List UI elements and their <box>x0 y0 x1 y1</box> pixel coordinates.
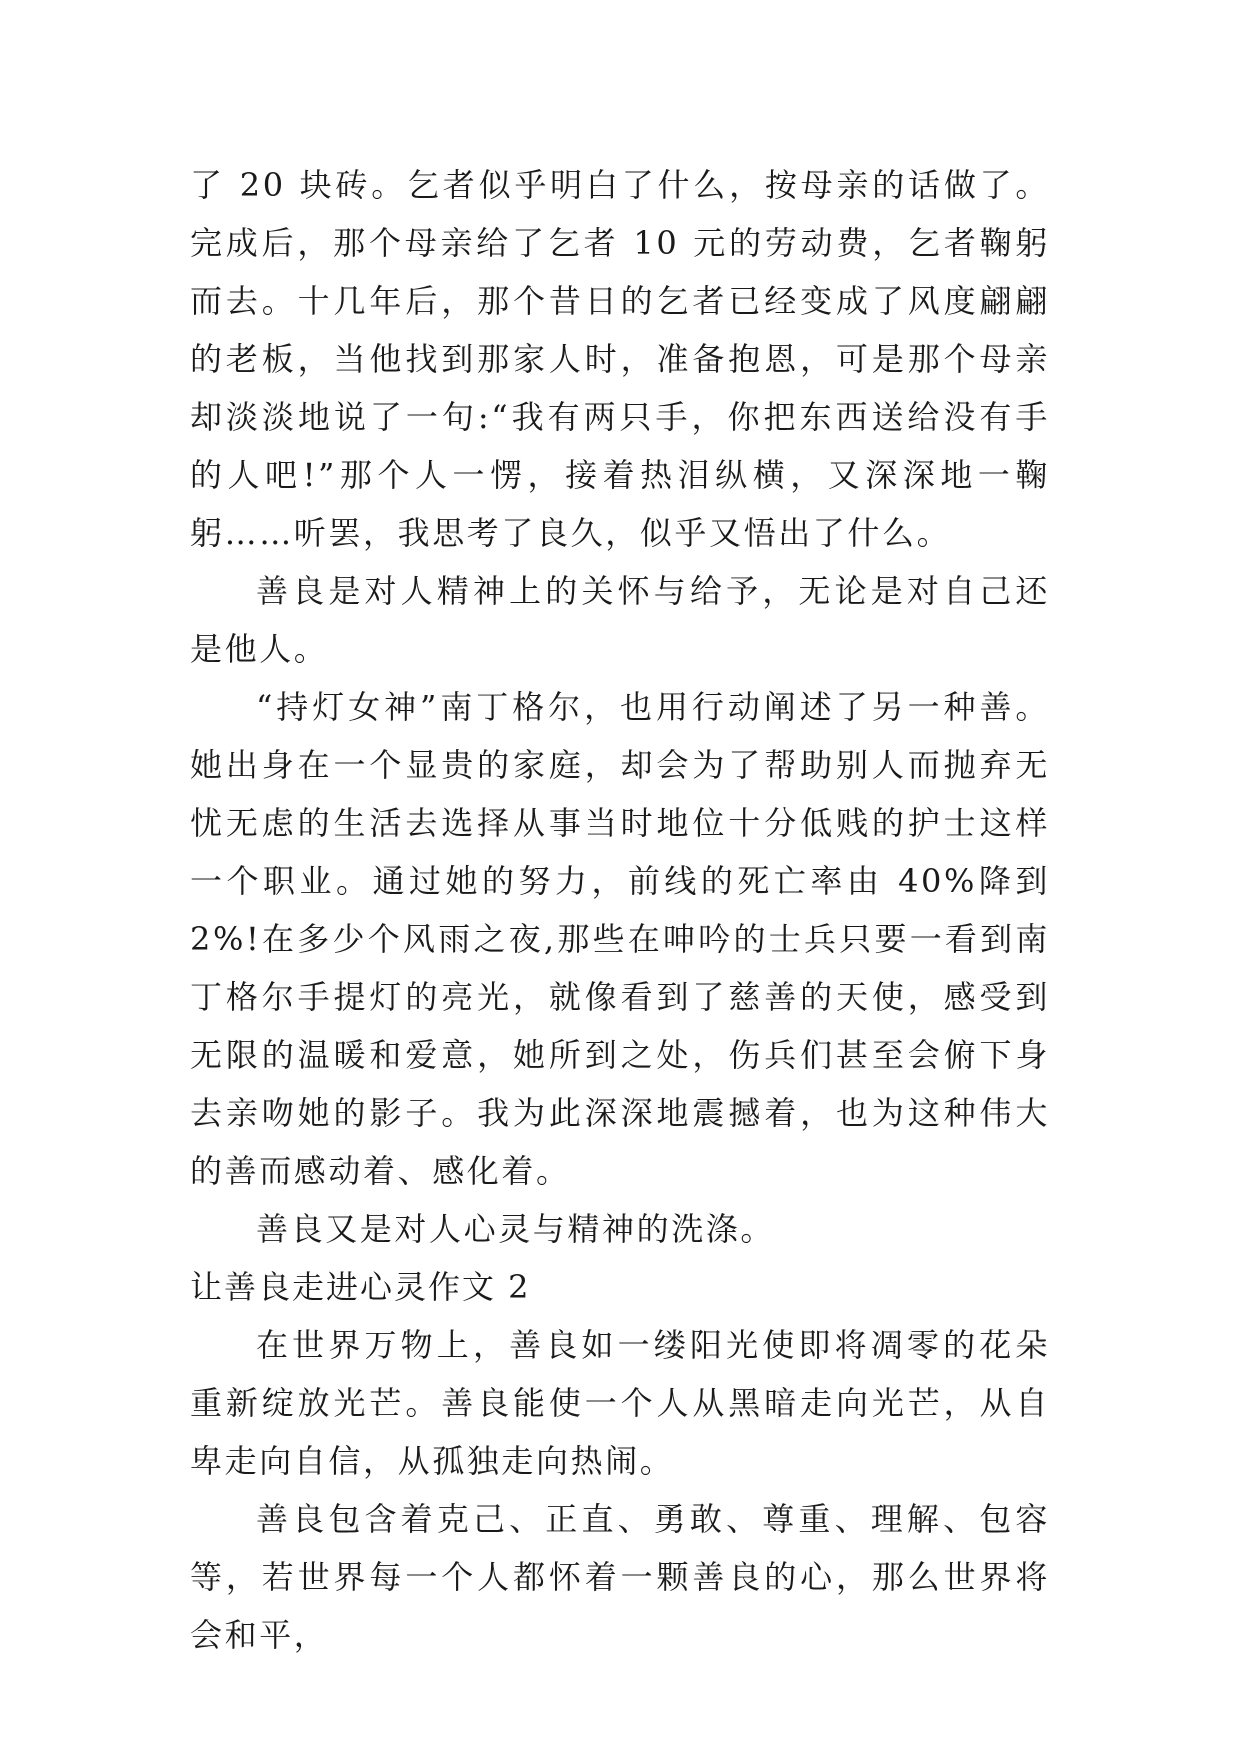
paragraph-nightingale: “持灯女神”南丁格尔，也用行动阐述了另一种善。她出身在一个显贵的家庭，却会为了帮助别人而抛弃无忧无虑的生活去选择从事当时地位十分低贱的护士这样一个职业。通过她的努力，前线的死亡率由 40%降到 2%!在多少个风雨之夜,那些在呻吟的士兵只要一看到南丁格尔手提灯的亮光，就像看到了慈善的天使，感受到无限的温暖和爱意，她所到之处，伤兵们甚至会俯下身去亲吻她的影子。我为此深深地震撼着，也为这种伟大的善而感动着、感化着。 <box>190 688 1050 1190</box>
paragraph-kindness-cleansing: 善良又是对人心灵与精神的洗涤。 <box>256 1210 776 1248</box>
paragraph-sunlight: 在世界万物上，善良如一缕阳光使即将凋零的花朵重新绽放光芒。善良能使一个人从黑暗走向光芒，从自卑走向自信，从孤独走向热闹。 <box>190 1326 1050 1480</box>
section-title: 让善良走进心灵作文 2 <box>190 1268 531 1306</box>
document-body <box>190 156 1050 1664</box>
paragraph-beggar-story: 了 20 块砖。乞者似乎明白了什么，按母亲的话做了。完成后，那个母亲给了乞者 10 元的劳动费，乞者鞠躬而去。十几年后，那个昔日的乞者已经变成了风度翩翩的老板，当他找到那家人时，准备抱恩，可是那个母亲却淡淡地说了一句:“我有两只手，你把东西送给没有手的人吧!”那个人一愣，接着热泪纵横，又深深地一鞠躬……听罢，我思考了良久，似乎又悟出了什么。 <box>190 166 1050 552</box>
paragraph-virtues: 善良包含着克己、正直、勇敢、尊重、理解、包容等，若世界每一个人都怀着一颗善良的心，那么世界将会和平， <box>190 1500 1050 1654</box>
paragraph-kindness-care: 善良是对人精神上的关怀与给予，无论是对自己还是他人。 <box>190 572 1050 668</box>
